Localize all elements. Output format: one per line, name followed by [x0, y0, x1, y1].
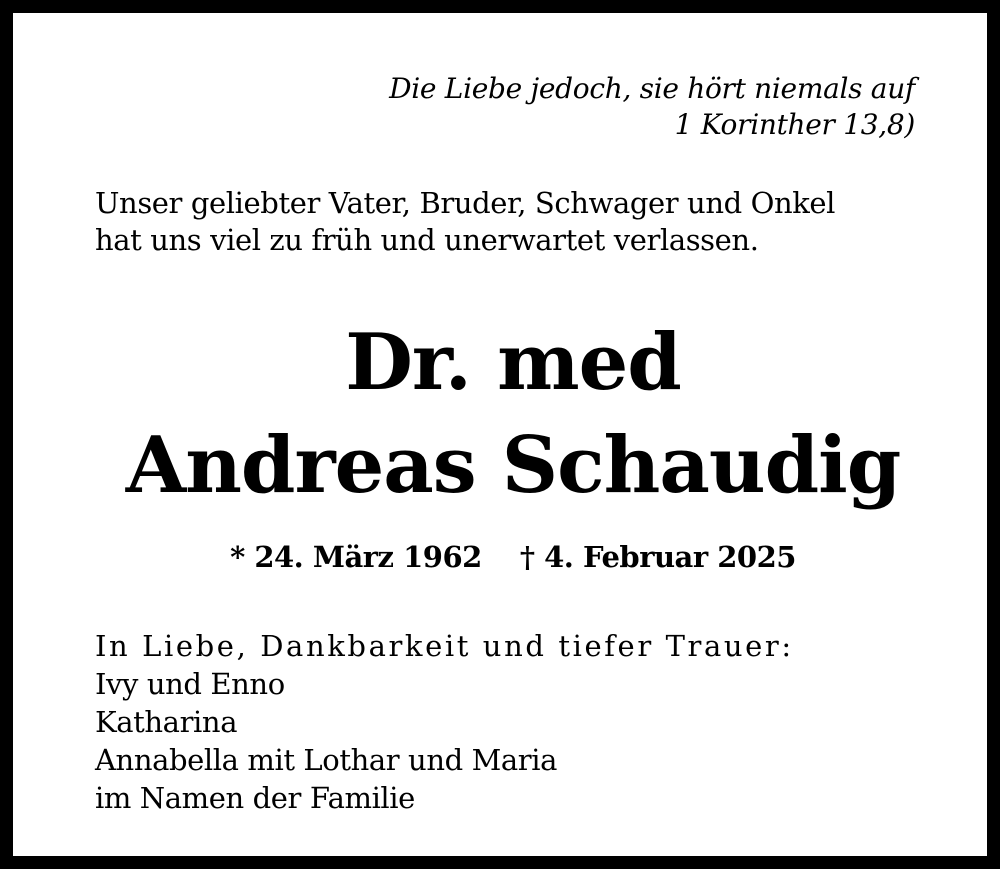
- mourner-name: Annabella mit Lothar und Maria: [95, 743, 557, 777]
- birth-date: * 24. März 1962: [230, 540, 482, 574]
- deceased-name: Andreas Schaudig: [125, 420, 901, 511]
- deceased-title: Dr. med: [345, 317, 681, 408]
- death-date: † 4. Februar 2025: [519, 540, 796, 574]
- mourner-name: Ivy und Enno: [95, 667, 285, 701]
- intro-line-2: hat uns viel zu früh und unerwartet verlassen.: [95, 223, 759, 257]
- mourner-name: Katharina: [95, 705, 238, 739]
- mourners-heading: In Liebe, Dankbarkeit und tiefer Trauer:: [95, 629, 794, 663]
- mourners-block: [95, 627, 794, 817]
- intro-line-1: Unser geliebter Vater, Bruder, Schwager und Onkel: [95, 186, 836, 220]
- mourner-name: im Namen der Familie: [95, 781, 415, 815]
- bible-quote: [389, 71, 915, 143]
- life-dates: [13, 537, 1000, 577]
- quote-text: Die Liebe jedoch, sie hört niemals auf: [389, 72, 915, 105]
- intro-text: [95, 185, 835, 259]
- quote-source: 1 Korinther 13,8): [674, 108, 915, 141]
